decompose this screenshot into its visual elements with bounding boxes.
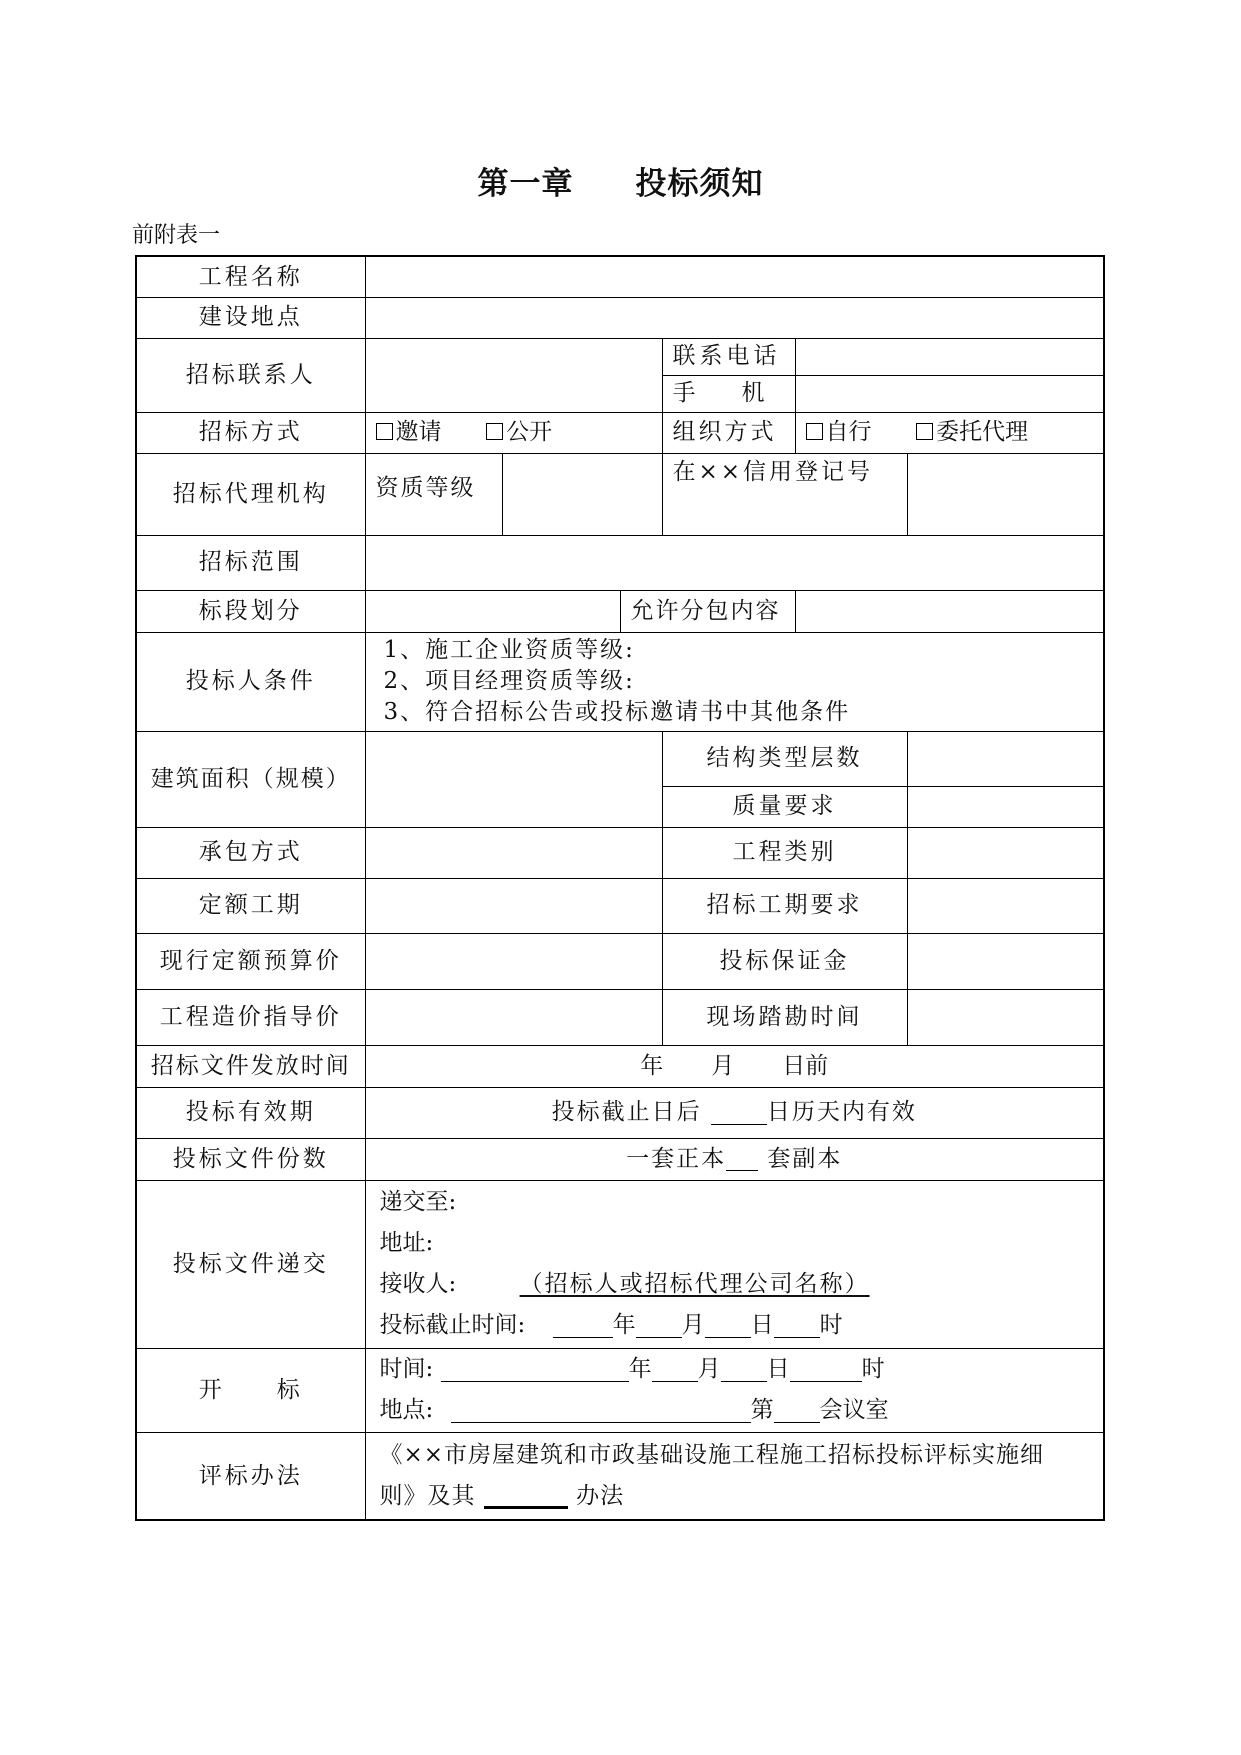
label-lot-division: 标段划分 (136, 590, 365, 632)
evaluation-details (365, 1432, 1104, 1520)
eval-method-blank[interactable] (484, 1484, 568, 1509)
label-cost-guide: 工程造价指导价 (136, 989, 365, 1045)
field-copies (365, 1138, 1104, 1180)
open-day-blank[interactable] (721, 1359, 767, 1382)
opening-details (365, 1348, 1104, 1432)
option-agency-label: 委托代理 (936, 419, 1029, 446)
label-quota-period: 定额工期 (136, 878, 365, 933)
field-build-location[interactable] (365, 297, 1104, 338)
eval-line-2-a: 则》及其 (379, 1482, 476, 1509)
field-quota-budget[interactable] (365, 933, 662, 989)
chapter-number: 第一章 (477, 166, 574, 202)
option-invite-label: 邀请 (395, 419, 442, 446)
label-bidder-conditions: 投标人条件 (136, 632, 365, 731)
org-method-options (795, 412, 1104, 453)
deadline-line (380, 1305, 1094, 1346)
label-evaluation: 评标办法 (136, 1432, 365, 1520)
copies-count-blank[interactable] (726, 1148, 758, 1171)
label-subcontract: 允许分包内容 (620, 590, 795, 632)
field-bid-bond[interactable] (907, 933, 1104, 989)
option-public-label: 公开 (506, 419, 553, 446)
validity-suffix: 日历天内有效 (766, 1099, 917, 1126)
field-qualification-grade[interactable] (502, 453, 662, 535)
field-lot-division[interactable] (365, 590, 620, 632)
open-place-blank[interactable] (451, 1400, 751, 1423)
field-doc-issue-time[interactable] (365, 1045, 1104, 1087)
open-time-label: 时间: (379, 1356, 434, 1382)
label-mobile: 手 机 (662, 375, 795, 412)
eval-line-2 (380, 1476, 1094, 1517)
field-subcontract[interactable] (795, 590, 1104, 632)
receiver-value[interactable]: （招标人或招标代理公司名称） (519, 1271, 870, 1297)
label-doc-issue-time: 招标文件发放时间 (136, 1045, 365, 1087)
page-title (0, 158, 1241, 203)
field-contract-mode[interactable] (365, 827, 662, 878)
field-validity (365, 1087, 1104, 1138)
open-no-label: 第 (750, 1397, 774, 1423)
field-tender-scope[interactable] (365, 535, 1104, 590)
label-quality-req: 质量要求 (662, 786, 907, 827)
deadline-day-blank[interactable] (705, 1315, 751, 1338)
field-project-category[interactable] (907, 827, 1104, 878)
validity-prefix: 投标截止日后 (551, 1099, 702, 1126)
label-agency: 招标代理机构 (136, 453, 365, 535)
label-tender-scope: 招标范围 (136, 535, 365, 590)
label-contact-person: 招标联系人 (136, 338, 365, 412)
field-contact-phone[interactable] (795, 338, 1104, 375)
condition-item: 1、施工企业资质等级: (383, 637, 635, 663)
field-mobile[interactable] (795, 375, 1104, 412)
checkbox-public[interactable] (486, 423, 503, 440)
open-hour-unit: 时 (861, 1356, 885, 1382)
submit-address: 地址: (379, 1230, 434, 1256)
open-month-unit: 月 (697, 1356, 721, 1382)
field-project-name[interactable] (365, 256, 1104, 297)
receiver-line (380, 1264, 1094, 1305)
bidder-conditions-list (365, 632, 1104, 731)
issue-day-unit: 日前 (782, 1052, 829, 1079)
eval-line-1: 《××市房屋建筑和市政基础设施工程施工招标投标评标实施细 (379, 1441, 1045, 1468)
issue-year-unit: 年 (640, 1052, 664, 1079)
label-copies: 投标文件份数 (136, 1138, 365, 1180)
checkbox-invite[interactable] (376, 423, 393, 440)
tender-method-options (365, 412, 662, 453)
field-site-visit[interactable] (907, 989, 1104, 1045)
deadline-hour-blank[interactable] (774, 1315, 820, 1338)
checkbox-self[interactable] (806, 423, 823, 440)
label-project-category: 工程类别 (662, 827, 907, 878)
deadline-year-unit: 年 (612, 1312, 636, 1338)
label-build-location: 建设地点 (136, 297, 365, 338)
chapter-heading: 投标须知 (635, 166, 764, 202)
label-contract-mode: 承包方式 (136, 827, 365, 878)
label-project-name: 工程名称 (136, 256, 365, 297)
label-site-visit: 现场踏勘时间 (662, 989, 907, 1045)
label-tender-period: 招标工期要求 (662, 878, 907, 933)
deadline-month-unit: 月 (681, 1312, 705, 1338)
copies-dup: 套副本 (767, 1145, 843, 1172)
open-day-unit: 日 (766, 1356, 790, 1382)
label-quota-budget: 现行定额预算价 (136, 933, 365, 989)
validity-days-blank[interactable] (711, 1102, 767, 1125)
open-month-blank[interactable] (652, 1359, 698, 1382)
open-hour-blank[interactable] (790, 1359, 862, 1382)
field-contact-person[interactable] (365, 338, 662, 412)
field-quality-req[interactable] (907, 786, 1104, 827)
eval-line-2-b: 办法 (576, 1482, 625, 1509)
field-cost-guide[interactable] (365, 989, 662, 1045)
label-structure-type: 结构类型层数 (662, 731, 907, 786)
checkbox-agency[interactable] (916, 423, 933, 440)
field-credit-reg-no[interactable] (907, 453, 1104, 535)
deadline-label: 投标截止时间: (379, 1312, 526, 1338)
deadline-hour-unit: 时 (819, 1312, 843, 1338)
copies-original: 一套正本 (626, 1145, 727, 1172)
field-tender-period[interactable] (907, 878, 1104, 933)
label-validity: 投标有效期 (136, 1087, 365, 1138)
condition-item: 2、项目经理资质等级: (383, 668, 635, 694)
condition-item: 3、符合招标公告或投标邀请书中其他条件 (383, 699, 851, 725)
deadline-month-blank[interactable] (636, 1315, 682, 1338)
open-place-label: 地点: (379, 1397, 434, 1423)
meeting-room-label: 会议室 (819, 1397, 889, 1423)
label-contact-phone: 联系电话 (662, 338, 795, 375)
open-time-line (380, 1349, 1094, 1390)
open-time-blank[interactable] (441, 1359, 629, 1382)
label-credit-reg-no: 在××信用登记号 (662, 453, 907, 535)
deadline-year-blank[interactable] (553, 1315, 613, 1338)
label-submission: 投标文件递交 (136, 1180, 365, 1348)
room-number-blank[interactable] (774, 1400, 820, 1423)
option-self-label: 自行 (825, 419, 872, 446)
appendix-label: 前附表一 (132, 223, 221, 248)
submission-details (365, 1180, 1104, 1348)
issue-month-unit: 月 (711, 1052, 735, 1079)
open-year-unit: 年 (628, 1356, 652, 1382)
label-org-method: 组织方式 (662, 412, 795, 453)
label-opening: 开 标 (136, 1348, 365, 1432)
receiver-label: 接收人: (379, 1271, 457, 1297)
submit-to: 递交至: (379, 1189, 457, 1215)
tender-info-table (135, 255, 1105, 1521)
open-place-line (380, 1390, 1094, 1431)
label-building-area: 建筑面积（规模） (136, 731, 365, 827)
label-tender-method: 招标方式 (136, 412, 365, 453)
field-quota-period[interactable] (365, 878, 662, 933)
label-bid-bond: 投标保证金 (662, 933, 907, 989)
field-structure-type[interactable] (907, 731, 1104, 786)
deadline-day-unit: 日 (750, 1312, 774, 1338)
label-qualification-grade: 资质等级 (365, 453, 502, 535)
field-building-area[interactable] (365, 731, 662, 827)
